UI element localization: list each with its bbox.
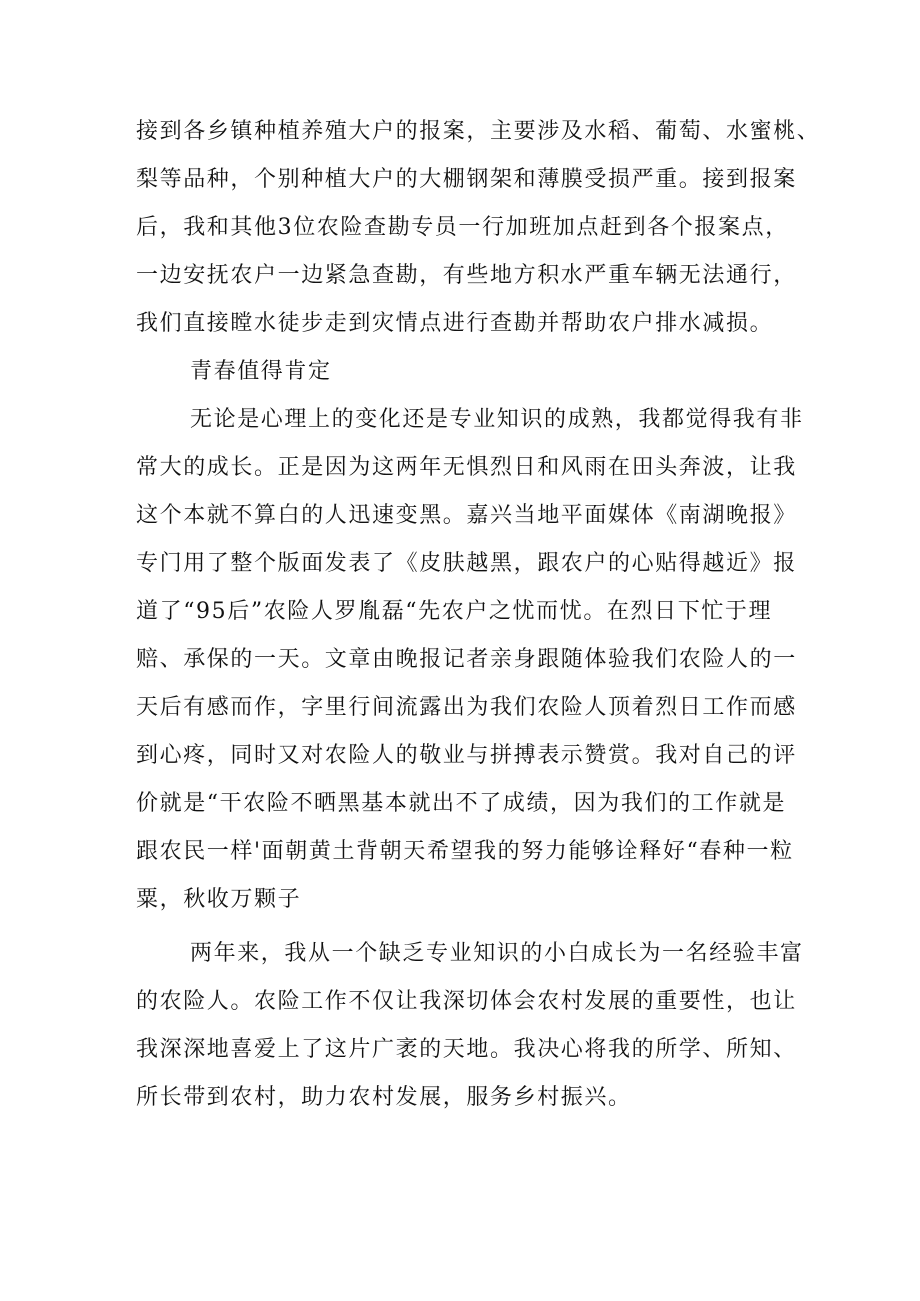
text-line: 一边安抚农户一边紧急查勘，有些地方积水严重车辆无法通行， [136, 263, 797, 288]
text-line: 专门用了整个版面发表了《皮肤越黑，跟农户的心贴得越近》报 [136, 551, 797, 576]
text-line: 常大的成长。正是因为这两年无惧烈日和风雨在田头奔波，让我 [136, 455, 797, 480]
text-line: 后，我和其他3位农险查勘专员一行加班加点赶到各个报案点， [136, 215, 789, 240]
paragraph-conclusion [136, 930, 804, 1122]
text-line: 价就是“干农险不晒黑基本就出不了成绩，因为我们的工作就是 [136, 791, 787, 816]
text-line: 无论是心理上的变化还是专业知识的成熟，我都觉得我有非 [190, 407, 804, 432]
text-line: 的农险人。农险工作不仅让我深切体会农村发展的重要性，也让 [136, 989, 797, 1014]
text-line: 这个本就不算白的人迅速变黑。嘉兴当地平面媒体《南湖晚报》 [136, 503, 797, 528]
text-line: 所长带到农村，助力农村发展，服务乡村振兴。 [136, 1085, 632, 1110]
section-heading: 青春值得肯定 [190, 359, 332, 384]
text-line: 道了“95后”农险人罗胤磊“先农户之忧而忧。在烈日下忙于理 [136, 599, 773, 624]
text-line: 我们直接瞠水徒步走到灾情点进行查勘并帮助农户排水减损。 [136, 311, 774, 336]
text-line: 到心疼，同时又对农险人的敬业与拼搏表示赞赏。我对自己的评 [136, 743, 797, 768]
text-line: 跟农民一样'面朝黄土背朝天希望我的努力能够诠释好“春种一粒 [136, 839, 794, 864]
text-line: 天后有感而作，字里行间流露出为我们农险人顶着烈日工作而感 [136, 695, 797, 720]
text-line: 粟，秋收万颗子 [136, 887, 302, 912]
text-line: 接到各乡镇种植养殖大户的报案，主要涉及水稻、葡萄、水蜜桃、 [136, 119, 821, 144]
paragraph-growth [136, 396, 804, 924]
document-body [136, 108, 821, 1122]
text-line: 我深深地喜爱上了这片广袤的天地。我决心将我的所学、所知、 [136, 1037, 797, 1062]
text-line: 梨等品种，个别种植大户的大棚钢架和薄膜受损严重。接到报案 [136, 167, 797, 192]
text-line: 两年来，我从一个缺乏专业知识的小白成长为一名经验丰富 [190, 941, 804, 966]
paragraph-report-response [136, 108, 821, 348]
text-line: 赔、承保的一天。文章由晚报记者亲身跟随体验我们农险人的一 [136, 647, 797, 672]
